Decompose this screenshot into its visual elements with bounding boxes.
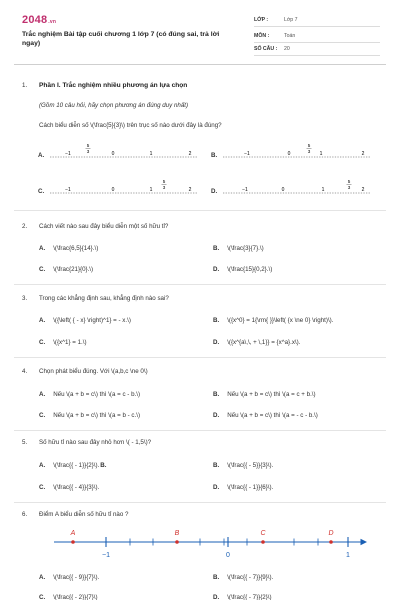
q1-option-a-label[interactable]: A.	[38, 152, 45, 159]
q2-option-b[interactable]	[213, 245, 264, 252]
divider	[14, 284, 386, 285]
site-logo[interactable]	[22, 14, 56, 26]
page-title: Trắc nghiệm Bài tập cuối chương 1 lớp 7 (có đúng sai, trả lời ngay)	[22, 31, 220, 47]
tick-label: −1	[65, 187, 71, 193]
point-a	[71, 540, 75, 544]
divider	[14, 502, 386, 503]
option-text: Nếu \(a + b = c\) thì \(a = c + b.\)	[227, 391, 316, 398]
logo-suffix: .vn	[48, 19, 57, 25]
q6-option-d[interactable]	[213, 594, 272, 600]
q2-option-a[interactable]	[39, 245, 98, 252]
tick-label: 0	[226, 552, 230, 559]
option-label: A.	[39, 317, 46, 324]
option-label: B.	[213, 574, 220, 581]
option-label: A.	[39, 391, 46, 398]
option-label: C.	[39, 266, 46, 273]
meta-class-key: LỚP :	[254, 17, 269, 23]
q4-option-b[interactable]	[213, 391, 316, 398]
tick-label: −1	[102, 552, 110, 559]
question-3-text: Trong các khẳng định sau, khẳng định nào sai?	[39, 295, 169, 302]
option-label: B.	[213, 245, 220, 252]
q5-option-b[interactable]	[213, 462, 273, 469]
q6-option-b[interactable]	[213, 574, 273, 581]
tick-label: 1	[149, 187, 153, 193]
fraction-numerator: 5	[347, 179, 351, 184]
option-text: \(\frac{{ - 9}}{7}\).	[53, 574, 100, 581]
question-number-6: 6.	[22, 511, 28, 518]
header-divider	[14, 64, 386, 65]
tick-label: 0	[111, 187, 115, 193]
option-label: B.	[213, 317, 220, 324]
tick-label: 2	[361, 187, 365, 193]
fraction-numerator: 5	[307, 143, 311, 148]
fraction-denominator: 3	[86, 149, 90, 154]
q1-numberline-b	[223, 142, 371, 166]
option-label: C.	[39, 339, 46, 346]
tick-label: 1	[346, 552, 350, 559]
question-number-4: 4.	[22, 368, 28, 375]
option-text: \(\frac{{ - 7}}{9}\).	[227, 574, 274, 581]
meta-count-value: 20	[284, 46, 290, 52]
tick-label: 0	[287, 151, 291, 157]
question-6-text: Điểm A biểu diễn số hữu tỉ nào ?	[39, 511, 129, 518]
question-1-text: Cách biểu diễn số \(\frac{5}{3}\) trên trục số nào dưới đây là đúng?	[39, 122, 222, 129]
option-text: \(\frac{3}{7}.\)	[227, 245, 264, 252]
q4-option-c[interactable]	[39, 412, 140, 419]
tick-label: 1	[149, 151, 153, 157]
point-label: A	[70, 530, 76, 537]
option-label: D.	[213, 412, 220, 419]
meta-subject-key: MÔN :	[254, 33, 270, 39]
tick-label: 0	[281, 187, 285, 193]
tick-label: 2	[188, 187, 192, 193]
meta-class-value: Lớp 7	[284, 17, 298, 23]
q6-numberline	[50, 526, 372, 562]
tick-label: 0	[111, 151, 115, 157]
point-c	[261, 540, 265, 544]
option-label: C.	[39, 484, 46, 491]
tick-label: 1	[319, 151, 323, 157]
tick-label: −1	[242, 187, 248, 193]
option-label: D.	[213, 594, 220, 600]
question-number-1: 1.	[22, 82, 28, 89]
q4-option-a[interactable]	[39, 391, 140, 398]
tick-label: 1	[321, 187, 325, 193]
meta-subject-value: Toán	[284, 33, 296, 39]
point-label: C	[260, 530, 266, 537]
option-label: D.	[213, 266, 220, 273]
q1-numberline-c	[50, 178, 198, 202]
divider	[14, 430, 386, 431]
meta-class	[254, 14, 380, 27]
option-label: D.	[213, 484, 220, 491]
q2-option-c[interactable]	[39, 266, 93, 273]
option-label: C.	[39, 412, 46, 419]
tick-label: −1	[65, 151, 71, 157]
option-text: \({x^{a\,\, + \,1}} = {x^a}.x\).	[227, 339, 301, 346]
tick-label: 2	[188, 151, 192, 157]
fraction-denominator: 3	[162, 185, 166, 190]
option-text: \(\frac{{ - 1}}{2}\).	[53, 462, 100, 469]
option-text: \(\frac{21}{0}.\)	[53, 266, 94, 273]
option-text: Nếu \(a + b = c\) thì \(a = b - c.\)	[53, 412, 141, 419]
option-label: A.	[39, 245, 46, 252]
divider	[14, 357, 386, 358]
option-label: B.	[213, 462, 220, 469]
option-text: \({x^1} = 1.\)	[53, 339, 87, 346]
q3-option-c[interactable]	[39, 339, 87, 346]
option-label: A.	[39, 574, 46, 581]
question-2-text: Cách viết nào sau đây biểu diễn một số hữu tỉ?	[39, 223, 169, 230]
option-label: A.	[39, 462, 46, 469]
option-text: Nếu \(a + b = c\) thì \(a = c - b.\)	[53, 391, 141, 398]
q3-option-b[interactable]	[213, 317, 333, 324]
q1-option-c-label[interactable]: C.	[38, 188, 45, 195]
question-number-3: 3.	[22, 295, 28, 302]
option-text: \(\frac{15}{0,2}.\)	[227, 266, 273, 273]
question-number-2: 2.	[22, 223, 28, 230]
option-text: Nếu \(a + b = c\) thì \(a = - c - b.\)	[227, 412, 318, 419]
q2-option-d[interactable]	[213, 266, 272, 273]
question-number-5: 5.	[22, 439, 28, 446]
option-text: \({\left( { - x} \right)^1} = - x.\)	[53, 317, 131, 324]
question-4-text: Chọn phát biểu đúng. Với \(a,b,c \ne 0\)	[39, 368, 148, 375]
option-text: \(\frac{{ - 2}}{7}\)	[53, 594, 98, 600]
section-note: (Gồm 10 câu hỏi, hãy chọn phương án đúng duy nhất)	[39, 102, 189, 109]
option-text: \({x^0} = 1{\rm{ }}\left( {x \ne 0} \right)\).	[227, 317, 334, 324]
q1-numberline-d	[223, 178, 371, 202]
point-label: D	[328, 530, 334, 537]
option-text: \(\frac{{ - 4}}{3}\).	[53, 484, 100, 491]
option-text: \(\frac{6,5}{14}.\)	[53, 245, 99, 252]
option-text: \(\frac{{ - 5}}{3}\).	[227, 462, 274, 469]
q5-option-a[interactable]	[39, 462, 114, 469]
q5-option-c[interactable]	[39, 484, 99, 491]
question-5-text: Số hữu tỉ nào sau đây nhỏ hơn \( - 1,5\)?	[39, 439, 152, 446]
q6-option-a[interactable]	[39, 574, 99, 581]
option-label: C.	[39, 594, 46, 600]
point-label: B	[174, 530, 180, 537]
meta-count	[254, 43, 380, 56]
tick-label: 2	[361, 151, 365, 157]
option-label: D.	[213, 339, 220, 346]
q1-numberline-a	[50, 142, 198, 166]
q5-option-d[interactable]	[213, 484, 273, 491]
fraction-numerator: 5	[162, 179, 166, 184]
fraction-numerator: 5	[86, 143, 90, 148]
divider	[14, 210, 386, 211]
option-suffix: B.	[100, 462, 107, 469]
q3-option-a[interactable]	[39, 317, 131, 324]
meta-subject	[254, 30, 380, 43]
section-title: Phần I. Trắc nghiệm nhiều phương án lựa chọn	[39, 82, 188, 89]
fraction-denominator: 3	[347, 185, 351, 190]
q1-option-b-label[interactable]: B.	[211, 152, 218, 159]
q4-option-d[interactable]	[213, 412, 318, 419]
option-text: \(\frac{{ - 1}}{6}\).	[227, 484, 274, 491]
option-text: \(\frac{{ - 7}}{2}\)	[227, 594, 272, 600]
logo-text: 2048	[22, 14, 48, 26]
q3-option-d[interactable]	[213, 339, 300, 346]
tick-label: −1	[244, 151, 250, 157]
meta-count-key: SỐ CÂU :	[254, 46, 278, 52]
option-label: B.	[213, 391, 220, 398]
point-d	[329, 540, 333, 544]
q6-option-c[interactable]	[39, 594, 98, 600]
point-b	[175, 540, 179, 544]
fraction-denominator: 3	[307, 149, 311, 154]
q1-option-d-label[interactable]: D.	[211, 188, 218, 195]
